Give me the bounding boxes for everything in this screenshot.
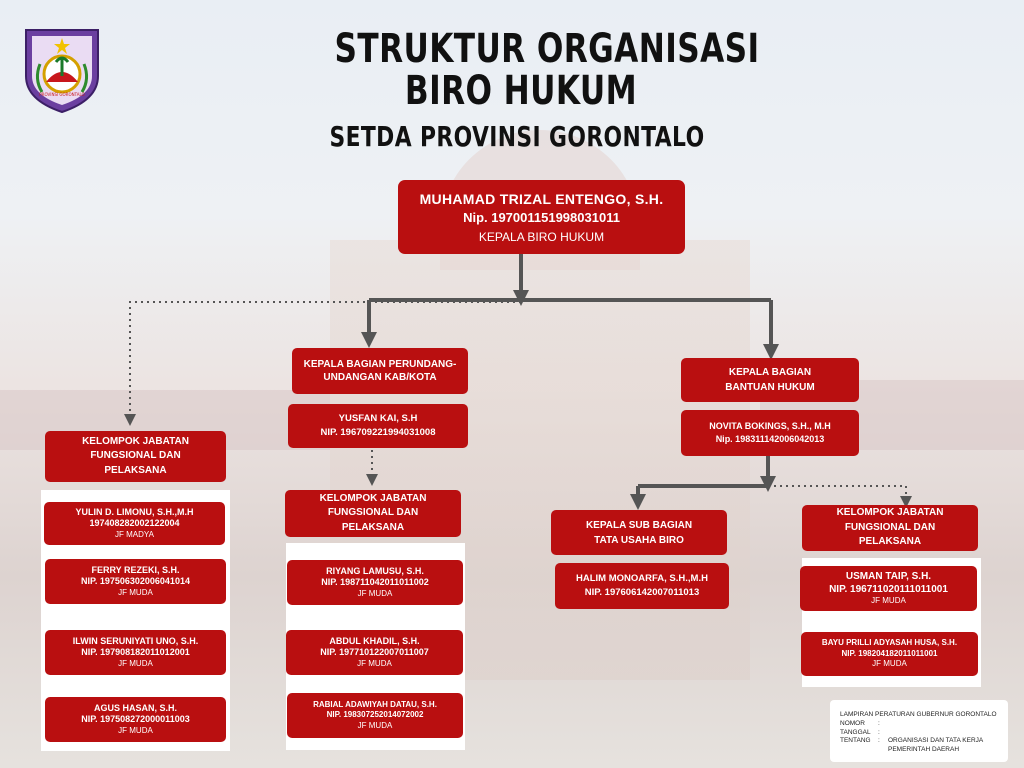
fungsional-mid-title: KELOMPOK JABATAN FUNGSIONAL DAN PELAKSANA (319, 492, 427, 533)
fungsional-left-header[interactable] (45, 431, 226, 482)
fungsional-left-title: KELOMPOK JABATAN FUNGSIONAL DAN PELAKSANA (82, 435, 189, 476)
novita-bokings-name: NOVITA BOKINGS, S.H., M.H (709, 420, 831, 431)
kepala-biro-nip: Nip. 197001151998031011 (463, 209, 620, 225)
halim-monoarfa-nip: NIP. 197606142007011013 (584, 587, 700, 598)
kepala-subbag-tu-box[interactable] (551, 510, 727, 555)
svg-text:PROVINSI GORONTALO: PROVINSI GORONTALO (39, 92, 85, 97)
novita-bokings-nip: Nip. 198311142006042013 (715, 434, 825, 444)
kepala-bagian-bantuan-title: KEPALA BAGIAN BANTUAN HUKUM (725, 367, 815, 393)
member-card[interactable]: RABIAL ADAWIYAH DATAU, S.H. NIP. 198307252014072002 JF MUDA (287, 693, 463, 738)
lampiran-heading: LAMPIRAN PERATURAN GUBERNUR GORONTALO (840, 711, 997, 718)
dotted-connector-right (768, 486, 906, 502)
member-card[interactable]: ABDUL KHADIL, S.H. NIP. 197710122007011007 JF MUDA (286, 630, 463, 675)
halim-monoarfa-name: HALIM MONOARFA, S.H.,M.H (576, 572, 708, 584)
kepala-bagian-perundang-title: KEPALA BAGIAN PERUNDANG-UNDANGAN KAB/KOTA (303, 358, 457, 383)
fungsional-right-header[interactable] (802, 505, 978, 551)
chart-title-line2: BIRO HUKUM (404, 68, 638, 114)
kepala-biro-name: MUHAMAD TRIZAL ENTENGO, S.H. (419, 190, 664, 207)
member-card[interactable]: BAYU PRILLI ADYASAH HUSA, S.H. NIP. 198204182011011001 JF MUDA (801, 632, 978, 676)
novita-bokings-box[interactable] (681, 410, 859, 456)
kepala-bagian-perundang-box[interactable] (292, 348, 468, 394)
kepala-bagian-bantuan-box[interactable] (681, 358, 859, 402)
member-card[interactable]: FERRY REZEKI, S.H. NIP. 197506302006041014 JF MUDA (45, 559, 226, 604)
kepala-subbag-tu-title: KEPALA SUB BAGIAN TATA USAHA BIRO (585, 519, 693, 546)
fungsional-right-title: KELOMPOK JABATAN FUNGSIONAL DAN PELAKSANA (836, 507, 944, 548)
fungsional-mid-header[interactable] (285, 490, 461, 537)
member-card[interactable]: USMAN TAIP, S.H. NIP. 196711020111011001 JF MUDA (800, 566, 977, 611)
lampiran-note: LAMPIRAN PERATURAN GUBERNUR GORONTALO NOMOR : TANGGAL : TENTANG : ORGANISASI DAN TATA KERJA PEMERINTAH DAERAH (830, 700, 1008, 762)
chart-title-line3: SETDA PROVINSI GORONTALO (329, 120, 705, 153)
kepala-biro-box[interactable] (398, 180, 685, 254)
kepala-biro-role: KEPALA BIRO HUKUM (478, 229, 605, 244)
member-card[interactable]: AGUS HASAN, S.H. NIP. 197508272000011003 JF MUDA (45, 697, 226, 742)
member-card[interactable]: YULIN D. LIMONU, S.H.,M.H 197408282002122004 JF MADYA (44, 502, 225, 545)
yusfan-kai-name: YUSFAN KAI, S.H (338, 412, 418, 424)
yusfan-kai-nip: NIP. 196709221994031008 (320, 427, 436, 438)
yusfan-kai-box[interactable] (288, 404, 468, 448)
chart-title-line1: STRUKTUR ORGANISASI (334, 26, 760, 72)
halim-monoarfa-box[interactable] (555, 563, 729, 609)
member-card[interactable]: RIYANG LAMUSU, S.H. NIP. 198711042011011002 JF MUDA (287, 560, 463, 605)
member-card[interactable]: ILWIN SERUNIYATI UNO, S.H. NIP. 197908182011012001 JF MUDA (45, 630, 226, 675)
